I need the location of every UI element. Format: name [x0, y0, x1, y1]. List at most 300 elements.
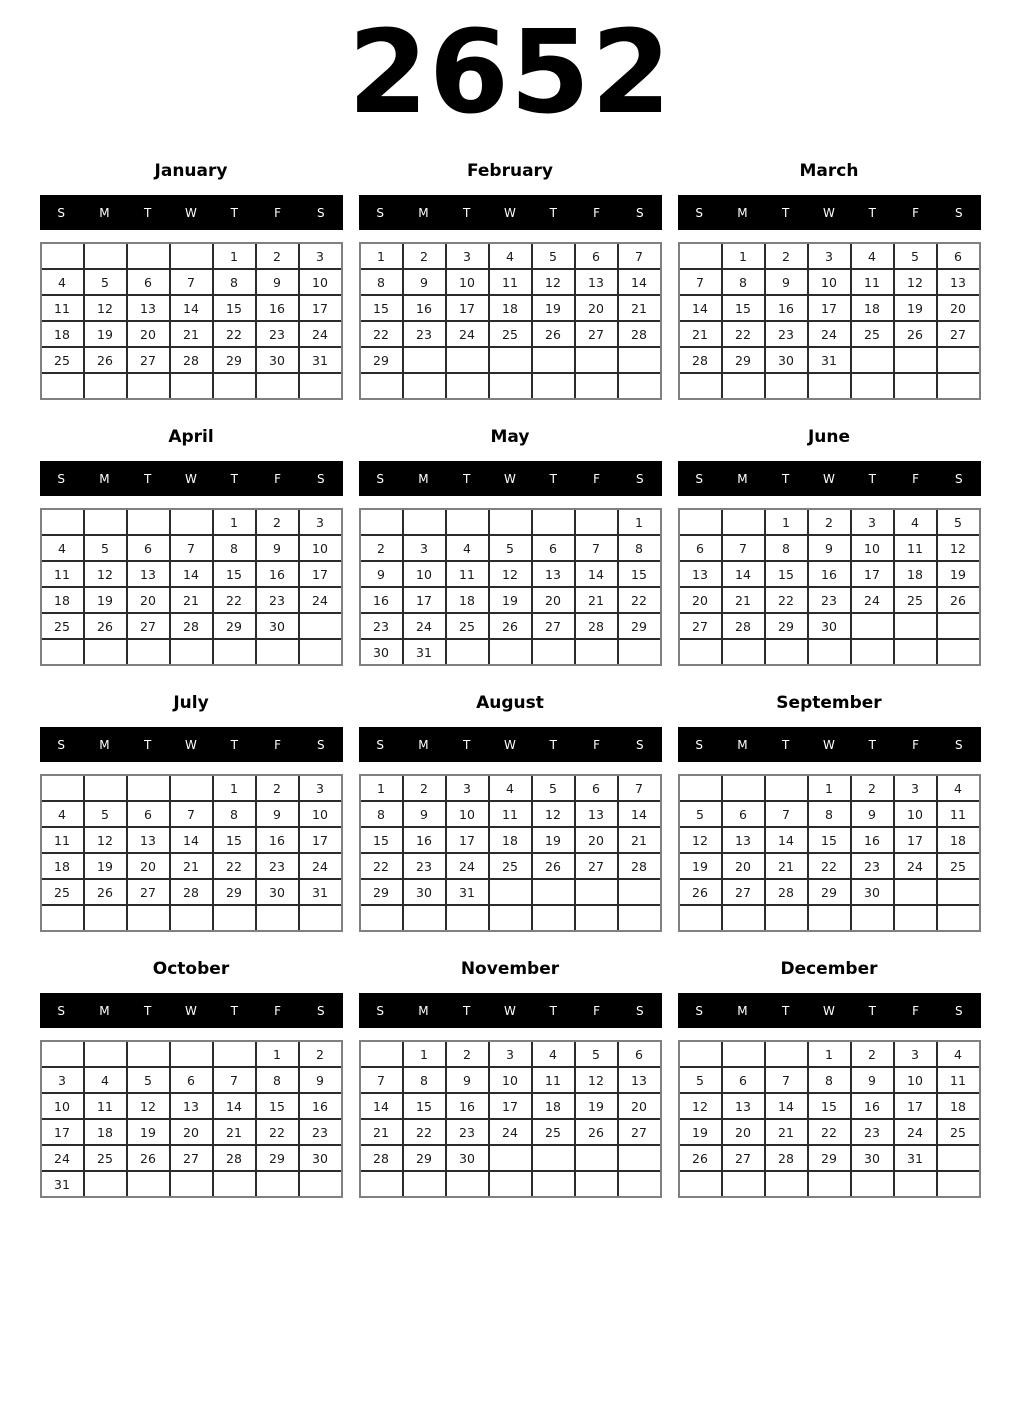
empty-day-cell: [532, 1171, 575, 1197]
weekday-header-bar: [678, 993, 981, 1028]
day-cell: 12: [84, 827, 127, 853]
day-cell: 29: [360, 879, 403, 905]
week-row: [41, 775, 342, 801]
week-row: [360, 801, 661, 827]
day-cell: 11: [41, 827, 84, 853]
day-cell: 10: [894, 1067, 937, 1093]
day-cell: 14: [170, 295, 213, 321]
weekday-label: W: [185, 737, 197, 752]
day-cell: 17: [299, 827, 342, 853]
day-cell: 11: [84, 1093, 127, 1119]
day-cell: 21: [170, 587, 213, 613]
day-cell: 14: [575, 561, 618, 587]
week-row: [679, 373, 980, 399]
weekday-label: T: [230, 737, 238, 752]
day-cell: 17: [299, 295, 342, 321]
day-cell: 28: [360, 1145, 403, 1171]
day-cell: 8: [765, 535, 808, 561]
day-cell: 28: [765, 1145, 808, 1171]
day-cell: 7: [722, 535, 765, 561]
day-cell: 29: [765, 613, 808, 639]
day-cell: 24: [489, 1119, 532, 1145]
week-row: [41, 1119, 342, 1145]
day-cell: 26: [127, 1145, 170, 1171]
day-cell: 4: [489, 775, 532, 801]
empty-day-cell: [679, 905, 722, 931]
empty-day-cell: [299, 639, 342, 665]
day-cell: 29: [256, 1145, 299, 1171]
day-cell: 10: [299, 801, 342, 827]
week-row: [41, 1067, 342, 1093]
weekday-label: W: [504, 471, 516, 486]
week-row: [679, 827, 980, 853]
day-cell: 30: [256, 347, 299, 373]
week-row: [679, 509, 980, 535]
day-cell: 27: [722, 879, 765, 905]
empty-day-cell: [489, 879, 532, 905]
month-september: [678, 685, 981, 932]
day-cell: 22: [722, 321, 765, 347]
day-cell: 22: [403, 1119, 446, 1145]
day-cell: 30: [403, 879, 446, 905]
weekday-header-bar: [678, 727, 981, 762]
empty-day-cell: [808, 639, 851, 665]
weekday-label: M: [99, 471, 110, 486]
day-cell: 2: [765, 243, 808, 269]
day-cell: 31: [808, 347, 851, 373]
day-cell: 7: [213, 1067, 256, 1093]
day-cell: 1: [808, 775, 851, 801]
day-cell: 19: [532, 295, 575, 321]
day-cell: 7: [679, 269, 722, 295]
day-cell: 11: [41, 561, 84, 587]
empty-day-cell: [41, 775, 84, 801]
day-cell: 14: [170, 827, 213, 853]
month-june: [678, 419, 981, 666]
day-cell: 28: [765, 879, 808, 905]
weekday-label: W: [504, 1003, 516, 1018]
month-title: December: [780, 959, 878, 979]
week-row: [679, 1119, 980, 1145]
month-day-grid: [678, 774, 981, 932]
weekday-label: S: [695, 737, 703, 752]
weekday-label: S: [636, 471, 644, 486]
empty-day-cell: [213, 905, 256, 931]
empty-day-cell: [937, 373, 980, 399]
weekday-header-bar: [359, 195, 662, 230]
day-cell: 19: [679, 1119, 722, 1145]
weekday-label: T: [230, 1003, 238, 1018]
empty-day-cell: [575, 905, 618, 931]
day-cell: 14: [765, 1093, 808, 1119]
week-row: [679, 535, 980, 561]
day-cell: 20: [575, 827, 618, 853]
day-cell: 26: [937, 587, 980, 613]
day-cell: 29: [808, 879, 851, 905]
day-cell: 13: [532, 561, 575, 587]
week-row: [360, 613, 661, 639]
day-cell: 13: [127, 295, 170, 321]
weekday-label: F: [912, 737, 920, 752]
empty-day-cell: [937, 1145, 980, 1171]
week-row: [679, 853, 980, 879]
day-cell: 4: [41, 269, 84, 295]
empty-day-cell: [489, 1145, 532, 1171]
empty-day-cell: [403, 373, 446, 399]
day-cell: 6: [679, 535, 722, 561]
day-cell: 31: [41, 1171, 84, 1197]
day-cell: 26: [489, 613, 532, 639]
month-november: [359, 951, 662, 1198]
day-cell: 14: [360, 1093, 403, 1119]
day-cell: 10: [299, 535, 342, 561]
empty-day-cell: [360, 509, 403, 535]
empty-day-cell: [403, 905, 446, 931]
day-cell: 5: [575, 1041, 618, 1067]
day-cell: 1: [213, 243, 256, 269]
day-cell: 13: [170, 1093, 213, 1119]
day-cell: 30: [851, 879, 894, 905]
empty-day-cell: [679, 1171, 722, 1197]
day-cell: 8: [256, 1067, 299, 1093]
month-day-grid: [359, 1040, 662, 1198]
day-cell: 28: [618, 853, 661, 879]
day-cell: 31: [894, 1145, 937, 1171]
day-cell: 15: [618, 561, 661, 587]
day-cell: 8: [213, 269, 256, 295]
week-row: [41, 509, 342, 535]
weekday-label: S: [955, 471, 963, 486]
day-cell: 19: [894, 295, 937, 321]
week-row: [360, 639, 661, 665]
weekday-label: S: [376, 1003, 384, 1018]
day-cell: 7: [618, 243, 661, 269]
day-cell: 27: [127, 879, 170, 905]
day-cell: 6: [722, 1067, 765, 1093]
day-cell: 2: [851, 1041, 894, 1067]
day-cell: 3: [851, 509, 894, 535]
day-cell: 10: [808, 269, 851, 295]
day-cell: 9: [851, 1067, 894, 1093]
month-october: [40, 951, 343, 1198]
empty-day-cell: [532, 905, 575, 931]
day-cell: 4: [532, 1041, 575, 1067]
weekday-label: W: [185, 471, 197, 486]
day-cell: 23: [299, 1119, 342, 1145]
week-row: [360, 373, 661, 399]
week-row: [41, 243, 342, 269]
day-cell: 16: [403, 295, 446, 321]
weekday-label: S: [376, 205, 384, 220]
empty-day-cell: [84, 509, 127, 535]
empty-day-cell: [532, 879, 575, 905]
week-row: [41, 827, 342, 853]
day-cell: 24: [894, 853, 937, 879]
empty-day-cell: [679, 1041, 722, 1067]
week-row: [41, 1093, 342, 1119]
day-cell: 11: [489, 269, 532, 295]
day-cell: 19: [679, 853, 722, 879]
day-cell: 7: [765, 801, 808, 827]
empty-day-cell: [575, 1171, 618, 1197]
month-april: [40, 419, 343, 666]
day-cell: 5: [84, 535, 127, 561]
day-cell: 22: [360, 321, 403, 347]
day-cell: 1: [722, 243, 765, 269]
day-cell: 9: [403, 801, 446, 827]
empty-day-cell: [84, 373, 127, 399]
day-cell: 29: [808, 1145, 851, 1171]
day-cell: 12: [532, 801, 575, 827]
week-row: [41, 373, 342, 399]
day-cell: 16: [256, 827, 299, 853]
day-cell: 2: [256, 509, 299, 535]
month-title: July: [173, 693, 209, 713]
weekday-label: W: [823, 737, 835, 752]
empty-day-cell: [127, 509, 170, 535]
day-cell: 11: [532, 1067, 575, 1093]
empty-day-cell: [446, 347, 489, 373]
week-row: [360, 1171, 661, 1197]
empty-day-cell: [299, 613, 342, 639]
day-cell: 5: [894, 243, 937, 269]
weekday-label: F: [912, 1003, 920, 1018]
weekday-label: M: [737, 1003, 748, 1018]
weekday-header-bar: [359, 727, 662, 762]
day-cell: 2: [446, 1041, 489, 1067]
weekday-header-bar: [359, 993, 662, 1028]
day-cell: 17: [894, 1093, 937, 1119]
week-row: [679, 321, 980, 347]
weekday-label: T: [782, 737, 790, 752]
empty-day-cell: [937, 347, 980, 373]
weekday-label: M: [418, 1003, 429, 1018]
week-row: [360, 509, 661, 535]
months-grid: [40, 153, 981, 1217]
empty-day-cell: [213, 373, 256, 399]
day-cell: 28: [618, 321, 661, 347]
day-cell: 26: [894, 321, 937, 347]
day-cell: 21: [765, 1119, 808, 1145]
empty-day-cell: [894, 639, 937, 665]
weekday-label: S: [376, 471, 384, 486]
day-cell: 5: [937, 509, 980, 535]
day-cell: 14: [213, 1093, 256, 1119]
weekday-label: S: [317, 205, 325, 220]
week-row: [41, 347, 342, 373]
day-cell: 18: [489, 295, 532, 321]
month-title: May: [490, 427, 530, 447]
day-cell: 22: [618, 587, 661, 613]
day-cell: 10: [299, 269, 342, 295]
empty-day-cell: [489, 373, 532, 399]
day-cell: 20: [127, 587, 170, 613]
day-cell: 12: [575, 1067, 618, 1093]
day-cell: 29: [618, 613, 661, 639]
day-cell: 27: [937, 321, 980, 347]
weekday-header-bar: [678, 461, 981, 496]
day-cell: 6: [127, 801, 170, 827]
empty-day-cell: [403, 1171, 446, 1197]
month-july: [40, 685, 343, 932]
day-cell: 2: [403, 775, 446, 801]
empty-day-cell: [575, 509, 618, 535]
day-cell: 28: [170, 613, 213, 639]
empty-day-cell: [532, 373, 575, 399]
weekday-label: W: [185, 205, 197, 220]
day-cell: 15: [765, 561, 808, 587]
weekday-label: S: [636, 737, 644, 752]
day-cell: 31: [299, 347, 342, 373]
day-cell: 4: [489, 243, 532, 269]
day-cell: 25: [41, 879, 84, 905]
weekday-label: S: [317, 471, 325, 486]
day-cell: 4: [894, 509, 937, 535]
day-cell: 9: [403, 269, 446, 295]
day-cell: 26: [532, 853, 575, 879]
day-cell: 5: [84, 801, 127, 827]
day-cell: 2: [403, 243, 446, 269]
day-cell: 12: [937, 535, 980, 561]
week-row: [360, 1093, 661, 1119]
empty-day-cell: [127, 373, 170, 399]
week-row: [360, 1041, 661, 1067]
empty-day-cell: [446, 639, 489, 665]
day-cell: 7: [170, 269, 213, 295]
day-cell: 2: [808, 509, 851, 535]
day-cell: 30: [256, 879, 299, 905]
week-row: [41, 535, 342, 561]
week-row: [360, 347, 661, 373]
day-cell: 11: [851, 269, 894, 295]
day-cell: 6: [127, 535, 170, 561]
day-cell: 2: [299, 1041, 342, 1067]
empty-day-cell: [937, 879, 980, 905]
day-cell: 20: [127, 853, 170, 879]
day-cell: 3: [41, 1067, 84, 1093]
day-cell: 13: [722, 1093, 765, 1119]
day-cell: 11: [489, 801, 532, 827]
week-row: [679, 243, 980, 269]
empty-day-cell: [170, 905, 213, 931]
weekday-label: M: [737, 205, 748, 220]
day-cell: 13: [679, 561, 722, 587]
week-row: [360, 853, 661, 879]
empty-day-cell: [575, 879, 618, 905]
day-cell: 20: [532, 587, 575, 613]
month-day-grid: [359, 242, 662, 400]
day-cell: 22: [213, 853, 256, 879]
day-cell: 20: [679, 587, 722, 613]
week-row: [360, 1067, 661, 1093]
empty-day-cell: [808, 373, 851, 399]
day-cell: 23: [765, 321, 808, 347]
day-cell: 5: [84, 269, 127, 295]
empty-day-cell: [84, 243, 127, 269]
day-cell: 4: [41, 801, 84, 827]
day-cell: 8: [213, 535, 256, 561]
empty-day-cell: [84, 905, 127, 931]
day-cell: 9: [808, 535, 851, 561]
empty-day-cell: [532, 347, 575, 373]
empty-day-cell: [851, 1171, 894, 1197]
day-cell: 20: [722, 853, 765, 879]
empty-day-cell: [937, 1171, 980, 1197]
empty-day-cell: [360, 373, 403, 399]
day-cell: 30: [808, 613, 851, 639]
day-cell: 26: [84, 879, 127, 905]
month-title: February: [466, 161, 554, 181]
empty-day-cell: [851, 373, 894, 399]
day-cell: 7: [618, 775, 661, 801]
day-cell: 6: [532, 535, 575, 561]
empty-day-cell: [127, 1041, 170, 1067]
day-cell: 10: [403, 561, 446, 587]
day-cell: 21: [360, 1119, 403, 1145]
day-cell: 22: [360, 853, 403, 879]
day-cell: 4: [937, 1041, 980, 1067]
week-row: [41, 587, 342, 613]
empty-day-cell: [127, 905, 170, 931]
week-row: [679, 1171, 980, 1197]
empty-day-cell: [256, 1171, 299, 1197]
weekday-label: W: [823, 471, 835, 486]
day-cell: 27: [575, 321, 618, 347]
weekday-label: T: [782, 1003, 790, 1018]
month-title: September: [776, 693, 882, 713]
empty-day-cell: [532, 639, 575, 665]
week-row: [679, 775, 980, 801]
day-cell: 25: [84, 1145, 127, 1171]
empty-day-cell: [446, 905, 489, 931]
empty-day-cell: [618, 1171, 661, 1197]
day-cell: 19: [84, 321, 127, 347]
month-day-grid: [678, 508, 981, 666]
day-cell: 27: [127, 613, 170, 639]
day-cell: 16: [851, 827, 894, 853]
empty-day-cell: [446, 373, 489, 399]
month-day-grid: [40, 242, 343, 400]
week-row: [360, 905, 661, 931]
day-cell: 7: [170, 535, 213, 561]
day-cell: 22: [213, 321, 256, 347]
empty-day-cell: [170, 509, 213, 535]
day-cell: 8: [213, 801, 256, 827]
day-cell: 3: [446, 775, 489, 801]
day-cell: 24: [808, 321, 851, 347]
weekday-label: T: [230, 205, 238, 220]
empty-day-cell: [722, 509, 765, 535]
day-cell: 19: [532, 827, 575, 853]
empty-day-cell: [618, 905, 661, 931]
weekday-label: T: [868, 737, 876, 752]
day-cell: 23: [808, 587, 851, 613]
day-cell: 9: [360, 561, 403, 587]
day-cell: 17: [299, 561, 342, 587]
day-cell: 18: [41, 321, 84, 347]
day-cell: 21: [679, 321, 722, 347]
month-day-grid: [40, 508, 343, 666]
empty-day-cell: [618, 373, 661, 399]
week-row: [41, 321, 342, 347]
day-cell: 24: [446, 853, 489, 879]
weekday-label: S: [57, 471, 65, 486]
empty-day-cell: [41, 905, 84, 931]
weekday-label: S: [955, 205, 963, 220]
empty-day-cell: [722, 373, 765, 399]
empty-day-cell: [532, 1145, 575, 1171]
day-cell: 15: [213, 295, 256, 321]
